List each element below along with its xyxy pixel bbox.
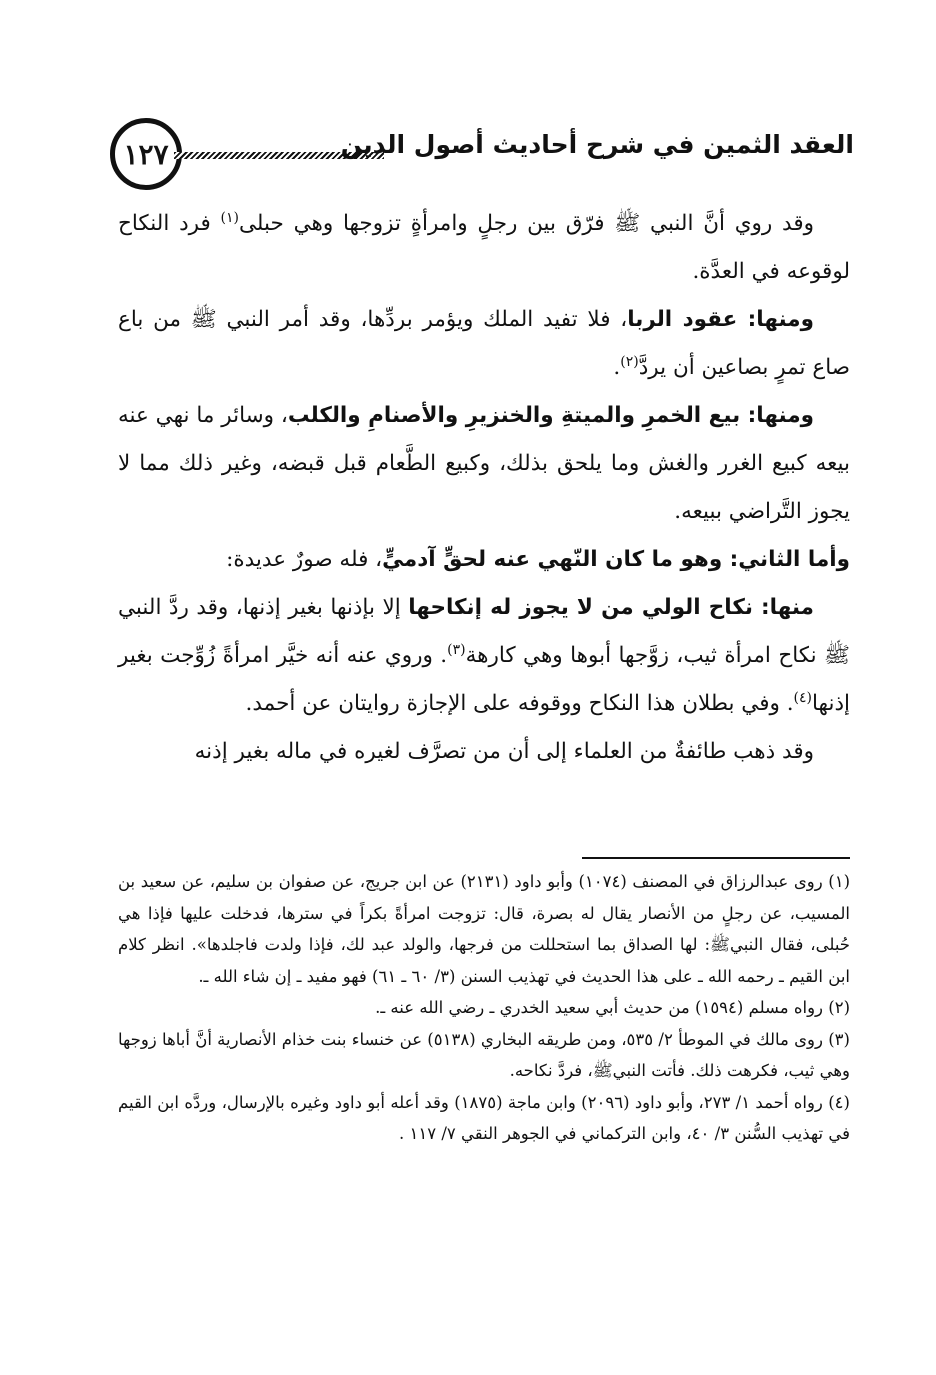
p2-text-a: ، فلا تفيد الملك ويؤمر بردِّها، وقد أمر النبي ﷺ من باع صاع تمرٍ بصاعين أن يردَّ [118, 307, 850, 380]
footnote-separator [582, 857, 850, 859]
footnote-ref-2: (٢) [620, 353, 639, 370]
footnotes [118, 866, 850, 1150]
p1-text-b: فرد النكاح لوقوعه في العدَّة. [118, 211, 850, 284]
paragraph-3 [118, 392, 850, 536]
paragraph-1 [118, 200, 850, 296]
running-title: العقد الثمين في شرح أحاديث أصول الدين [340, 130, 854, 159]
p3-lead: ومنها: بيع الخمرِ والميتةِ والخنزيرِ والأصنامِ والكلب [287, 403, 814, 428]
p2-text-b: . [613, 355, 621, 380]
footnote-3: (٣) روى مالك في الموطأ ٢/ ٥٣٥، ومن طريقه البخاري (٥١٣٨) عن خنساء بنت خذام الأنصارية أنَّ أباها زوجها وهي ثيب، فكرهت ذلك. فأتت النبيﷺ، فردَّ نكاحه. [118, 1029, 850, 1080]
footnote-ref-4: (٤) [793, 689, 812, 706]
p4-text-a: ، فله صورٌ عديدة: [226, 547, 383, 572]
footnote-ref-3: (٣) [447, 641, 466, 658]
p1-text-a: وقد روي أنَّ النبي ﷺ فرّق بين رجلٍ وامرأةٍ تزوجها وهي حبلى [239, 211, 814, 236]
footnote-1: (١) روى عبدالرزاق في المصنف (١٠٧٤) وأبو داود (٢١٣١) عن ابن جريج، عن صفوان بن سليم، عن سعيد بن المسيب، عن رجلٍ من الأنصار يقال له بصرة، قال: تزوجت امرأةً بكراً في سترها، فدخلت عليها فإذا هي حُبلى، فقال النبيﷺ: لها الصداق بما استحللت من فرجها، والولد عبد لك، فإذا ولدت فاجلدها». انظر كلام ابن القيم ـ رحمه الله ـ على هذا الحديث في تهذيب السنن (٣/ ٦٠ ـ ٦١) فهو مفيد ـ إن شاء الله ـ. [118, 872, 850, 986]
running-header [110, 118, 854, 198]
paragraph-4 [118, 536, 850, 584]
p5-text-a: إلا بإذنها بغير إذنها، وقد ردَّ النبي ﷺ نكاح امرأة ثيب، زوَّجها أبوها وهي كارهة [118, 595, 850, 668]
p5-text-c: . وفي بطلان هذا النكاح ووقوفه على الإجازة روايتان عن أحمد. [245, 691, 794, 716]
page-number: ١٢٧ [110, 118, 182, 190]
p3-text-a: ، وسائر ما نهي عنه بيعه كبيع الغرر والغش وما يلحق بذلك، وكبيع الطَّعام قبل قبضه، وغير ذلك مما لا يجوز التَّراضي ببيعه. [118, 403, 850, 524]
paragraph-6: وقد ذهب طائفةٌ من العلماء إلى أن من تصرَّف لغيره في ماله بغير إذنه [194, 739, 814, 764]
p5-lead: منها: نكاح الولي من لا يجوز له إنكاحها [408, 595, 814, 620]
paragraph-2 [118, 296, 850, 392]
p5-text-b: . وروي عنه أنه خيَّر امرأةً زُوِّجت بغير إذنها [118, 643, 850, 716]
p4-lead: وأما الثاني: وهو ما كان النّهي عنه لحقٍّ آدميٍّ [382, 547, 850, 572]
footnote-ref-1: (١) [220, 209, 240, 226]
main-text [118, 200, 850, 776]
footnote-2: (٢) رواه مسلم (١٥٩٤) من حديث أبي سعيد الخدري ـ رضي الله عنه ـ. [375, 998, 850, 1017]
paragraph-5 [118, 584, 850, 728]
p2-lead: ومنها: عقود الربا [627, 307, 814, 332]
footnote-4: (٤) رواه أحمد ١/ ٢٧٣، وأبو داود (٢٠٩٦) وابن ماجة (١٨٧٥) وقد أعله أبو داود وغيره بالإرسال، وردَّه ابن القيم في تهذيب السُّنن ٣/ ٤٠، وابن التركماني في الجوهر النقي ٧/ ١١٧ . [118, 1092, 850, 1143]
